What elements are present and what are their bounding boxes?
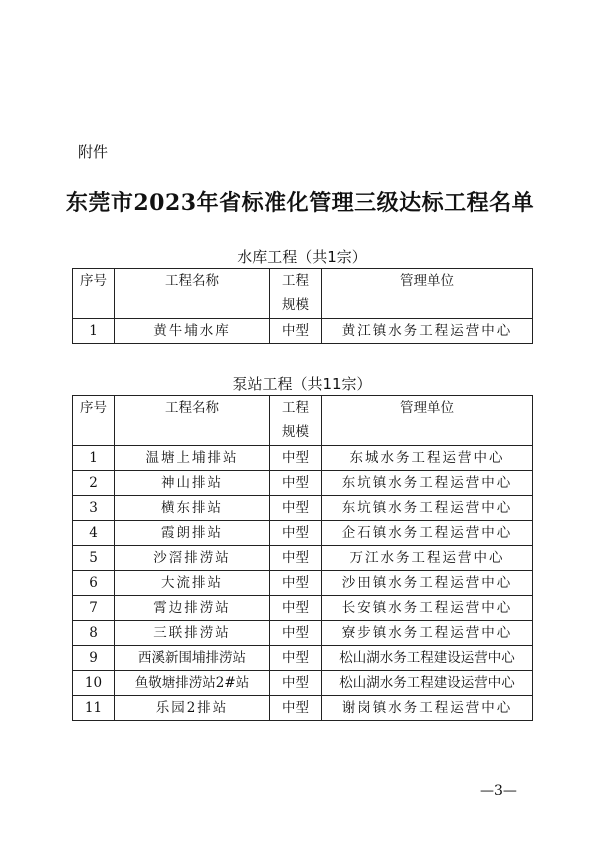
row-scale: 中型 <box>270 521 322 546</box>
table-row <box>73 446 533 471</box>
table-header-row <box>73 269 533 319</box>
header-name: 工程名称 <box>115 396 270 446</box>
pump-caption: 泵站工程（共11宗） <box>232 375 372 393</box>
row-unit: 企石镇水务工程运营中心 <box>322 521 533 546</box>
header-scale-line1: 工程 <box>282 400 309 416</box>
row-unit: 寮步镇水务工程运营中心 <box>322 621 533 646</box>
table-row <box>73 521 533 546</box>
pump-table <box>72 395 533 721</box>
row-seq: 2 <box>73 471 115 496</box>
row-name: 温塘上埔排站 <box>115 446 270 471</box>
row-unit: 东城水务工程运营中心 <box>322 446 533 471</box>
row-unit: 长安镇水务工程运营中心 <box>322 596 533 621</box>
row-seq: 3 <box>73 496 115 521</box>
row-seq: 1 <box>73 319 115 344</box>
row-scale: 中型 <box>270 596 322 621</box>
row-seq: 9 <box>73 646 115 671</box>
attachment-label: 附件 <box>78 143 109 161</box>
row-seq: 5 <box>73 546 115 571</box>
page-title: 东莞市2023年省标准化管理三级达标工程名单 <box>65 190 535 216</box>
row-scale: 中型 <box>270 446 322 471</box>
table-row <box>73 496 533 521</box>
row-unit: 沙田镇水务工程运营中心 <box>322 571 533 596</box>
row-scale: 中型 <box>270 571 322 596</box>
row-name: 大流排站 <box>115 571 270 596</box>
table-row <box>73 621 533 646</box>
header-name: 工程名称 <box>115 269 270 319</box>
table-row <box>73 696 533 721</box>
header-seq: 序号 <box>73 396 115 446</box>
row-scale: 中型 <box>270 471 322 496</box>
row-name: 三联排涝站 <box>115 621 270 646</box>
row-unit: 谢岗镇水务工程运营中心 <box>322 696 533 721</box>
row-scale: 中型 <box>270 646 322 671</box>
table-row <box>73 671 533 696</box>
row-scale: 中型 <box>270 319 322 344</box>
row-scale: 中型 <box>270 621 322 646</box>
header-unit: 管理单位 <box>322 269 533 319</box>
header-scale <box>270 396 322 446</box>
row-seq: 10 <box>73 671 115 696</box>
row-seq: 6 <box>73 571 115 596</box>
row-name: 神山排站 <box>115 471 270 496</box>
table-row <box>73 546 533 571</box>
row-seq: 1 <box>73 446 115 471</box>
row-name: 霄边排涝站 <box>115 596 270 621</box>
reservoir-caption: 水库工程（共1宗） <box>237 248 367 266</box>
row-name: 黄牛埔水库 <box>115 319 270 344</box>
table-row <box>73 571 533 596</box>
row-unit: 松山湖水务工程建设运营中心 <box>322 671 533 696</box>
row-name: 横东排站 <box>115 496 270 521</box>
header-scale-line2: 规模 <box>282 424 309 440</box>
row-scale: 中型 <box>270 496 322 521</box>
row-name: 霞朗排站 <box>115 521 270 546</box>
row-seq: 11 <box>73 696 115 721</box>
reservoir-table <box>72 268 533 344</box>
row-seq: 4 <box>73 521 115 546</box>
table-row <box>73 471 533 496</box>
header-scale-line1: 工程 <box>282 273 309 289</box>
row-scale: 中型 <box>270 546 322 571</box>
row-unit: 万江水务工程运营中心 <box>322 546 533 571</box>
row-seq: 8 <box>73 621 115 646</box>
row-unit: 东坑镇水务工程运营中心 <box>322 496 533 521</box>
page-number: —3— <box>480 783 517 799</box>
row-name: 西溪新围埔排涝站 <box>115 646 270 671</box>
header-scale <box>270 269 322 319</box>
row-unit: 黄江镇水务工程运营中心 <box>322 319 533 344</box>
row-unit: 东坑镇水务工程运营中心 <box>322 471 533 496</box>
row-scale: 中型 <box>270 671 322 696</box>
row-seq: 7 <box>73 596 115 621</box>
row-name: 沙滘排涝站 <box>115 546 270 571</box>
row-name: 鱼敬塘排涝站2#站 <box>115 671 270 696</box>
table-row <box>73 646 533 671</box>
header-unit: 管理单位 <box>322 396 533 446</box>
header-seq: 序号 <box>73 269 115 319</box>
row-scale: 中型 <box>270 696 322 721</box>
table-row <box>73 319 533 344</box>
row-name: 乐园2排站 <box>115 696 270 721</box>
row-unit: 松山湖水务工程建设运营中心 <box>322 646 533 671</box>
header-scale-line2: 规模 <box>282 297 309 313</box>
table-row <box>73 596 533 621</box>
table-header-row <box>73 396 533 446</box>
